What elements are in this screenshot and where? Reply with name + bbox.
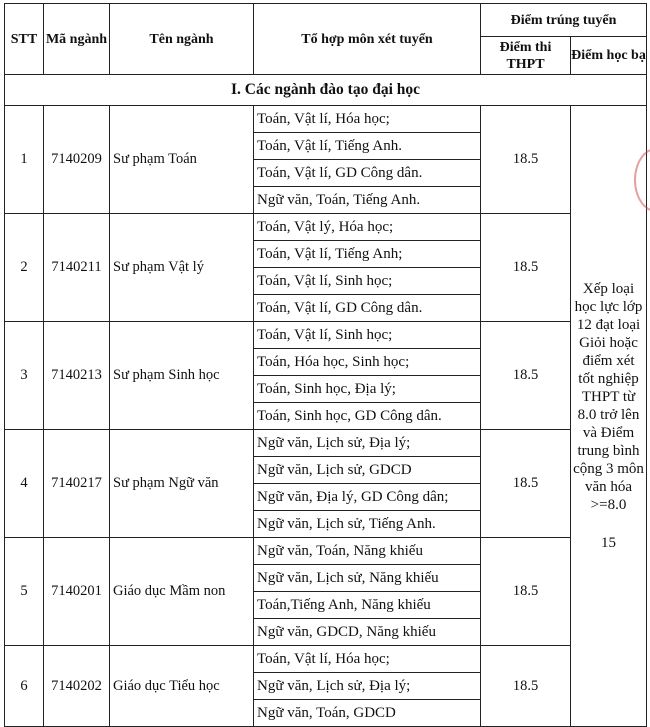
row-score-thpt: 18.5 [481, 106, 571, 214]
row-score-thpt: 18.5 [481, 430, 571, 538]
combo-cell: Toán,Tiếng Anh, Năng khiếu [254, 592, 481, 619]
header-score-hb: Điểm học bạ [571, 37, 647, 75]
combo-cell: Ngữ văn, Lịch sử, Năng khiếu [254, 565, 481, 592]
row-code: 7140209 [44, 106, 110, 214]
hocba-cell [571, 106, 647, 727]
row-stt: 4 [5, 430, 44, 538]
combo-cell: Toán, Vật lí, GD Công dân. [254, 295, 481, 322]
combo-cell: Toán, Vật lí, Sinh học; [254, 268, 481, 295]
hocba-text: Xếp loại học lực lớp 12 đạt loại Giỏi hoặc điểm xét tốt nghiệp THPT từ 8.0 trở lên và Điểm trung bình cộng 3 môn văn hóa >=8.0 [573, 281, 644, 513]
row-code: 7140217 [44, 430, 110, 538]
row-name: Sư phạm Toán [110, 106, 254, 214]
row-score-thpt: 18.5 [481, 214, 571, 322]
admission-table [4, 3, 647, 727]
combo-cell: Ngữ văn, Toán, GDCD [254, 700, 481, 727]
header-name: Tên ngành [110, 4, 254, 75]
row-stt: 2 [5, 214, 44, 322]
combo-cell: Ngữ văn, GDCD, Năng khiếu [254, 619, 481, 646]
table-row [5, 322, 647, 349]
row-stt: 6 [5, 646, 44, 727]
combo-cell: Ngữ văn, Lịch sử, Địa lý; [254, 673, 481, 700]
combo-cell: Ngữ văn, Lịch sử, Địa lý; [254, 430, 481, 457]
header-score-thpt: Điểm thi THPT [481, 37, 571, 75]
combo-cell: Toán, Vật lý, Hóa học; [254, 214, 481, 241]
combo-cell: Toán, Hóa học, Sinh học; [254, 349, 481, 376]
table-row [5, 106, 647, 133]
table-row [5, 214, 647, 241]
combo-cell: Ngữ văn, Lịch sử, Tiếng Anh. [254, 511, 481, 538]
table-row [5, 538, 647, 565]
header-combo: Tổ hợp môn xét tuyển [254, 4, 481, 75]
combo-cell: Ngữ văn, Toán, Năng khiếu [254, 538, 481, 565]
combo-cell: Toán, Vật lí, GD Công dân. [254, 160, 481, 187]
row-name: Sư phạm Sinh học [110, 322, 254, 430]
table-row [5, 646, 647, 673]
row-name: Sư phạm Ngữ văn [110, 430, 254, 538]
table-row [5, 430, 647, 457]
row-score-thpt: 18.5 [481, 646, 571, 727]
combo-cell: Toán, Vật lí, Hóa học; [254, 646, 481, 673]
combo-cell: Ngữ văn, Lịch sử, GDCD [254, 457, 481, 484]
row-name: Sư phạm Vật lý [110, 214, 254, 322]
row-code: 7140211 [44, 214, 110, 322]
combo-cell: Ngữ văn, Địa lý, GD Công dân; [254, 484, 481, 511]
row-name: Giáo dục Mầm non [110, 538, 254, 646]
combo-cell: Toán, Sinh học, GD Công dân. [254, 403, 481, 430]
row-stt: 1 [5, 106, 44, 214]
header-code: Mã ngành [44, 4, 110, 75]
hocba-value: 15 [601, 535, 616, 551]
combo-cell: Toán, Sinh học, Địa lý; [254, 376, 481, 403]
header-stt: STT [5, 4, 44, 75]
row-stt: 3 [5, 322, 44, 430]
combo-cell: Toán, Vật lí, Tiếng Anh. [254, 133, 481, 160]
combo-cell: Toán, Vật lí, Hóa học; [254, 106, 481, 133]
header-score-group: Điểm trúng tuyển [481, 4, 647, 37]
combo-cell: Toán, Vật lí, Sinh học; [254, 322, 481, 349]
row-score-thpt: 18.5 [481, 322, 571, 430]
row-code: 7140201 [44, 538, 110, 646]
row-code: 7140202 [44, 646, 110, 727]
combo-cell: Ngữ văn, Toán, Tiếng Anh. [254, 187, 481, 214]
combo-cell: Toán, Vật lí, Tiếng Anh; [254, 241, 481, 268]
row-stt: 5 [5, 538, 44, 646]
row-code: 7140213 [44, 322, 110, 430]
section-title: I. Các ngành đào tạo đại học [5, 75, 647, 106]
row-name: Giáo dục Tiểu học [110, 646, 254, 727]
row-score-thpt: 18.5 [481, 538, 571, 646]
